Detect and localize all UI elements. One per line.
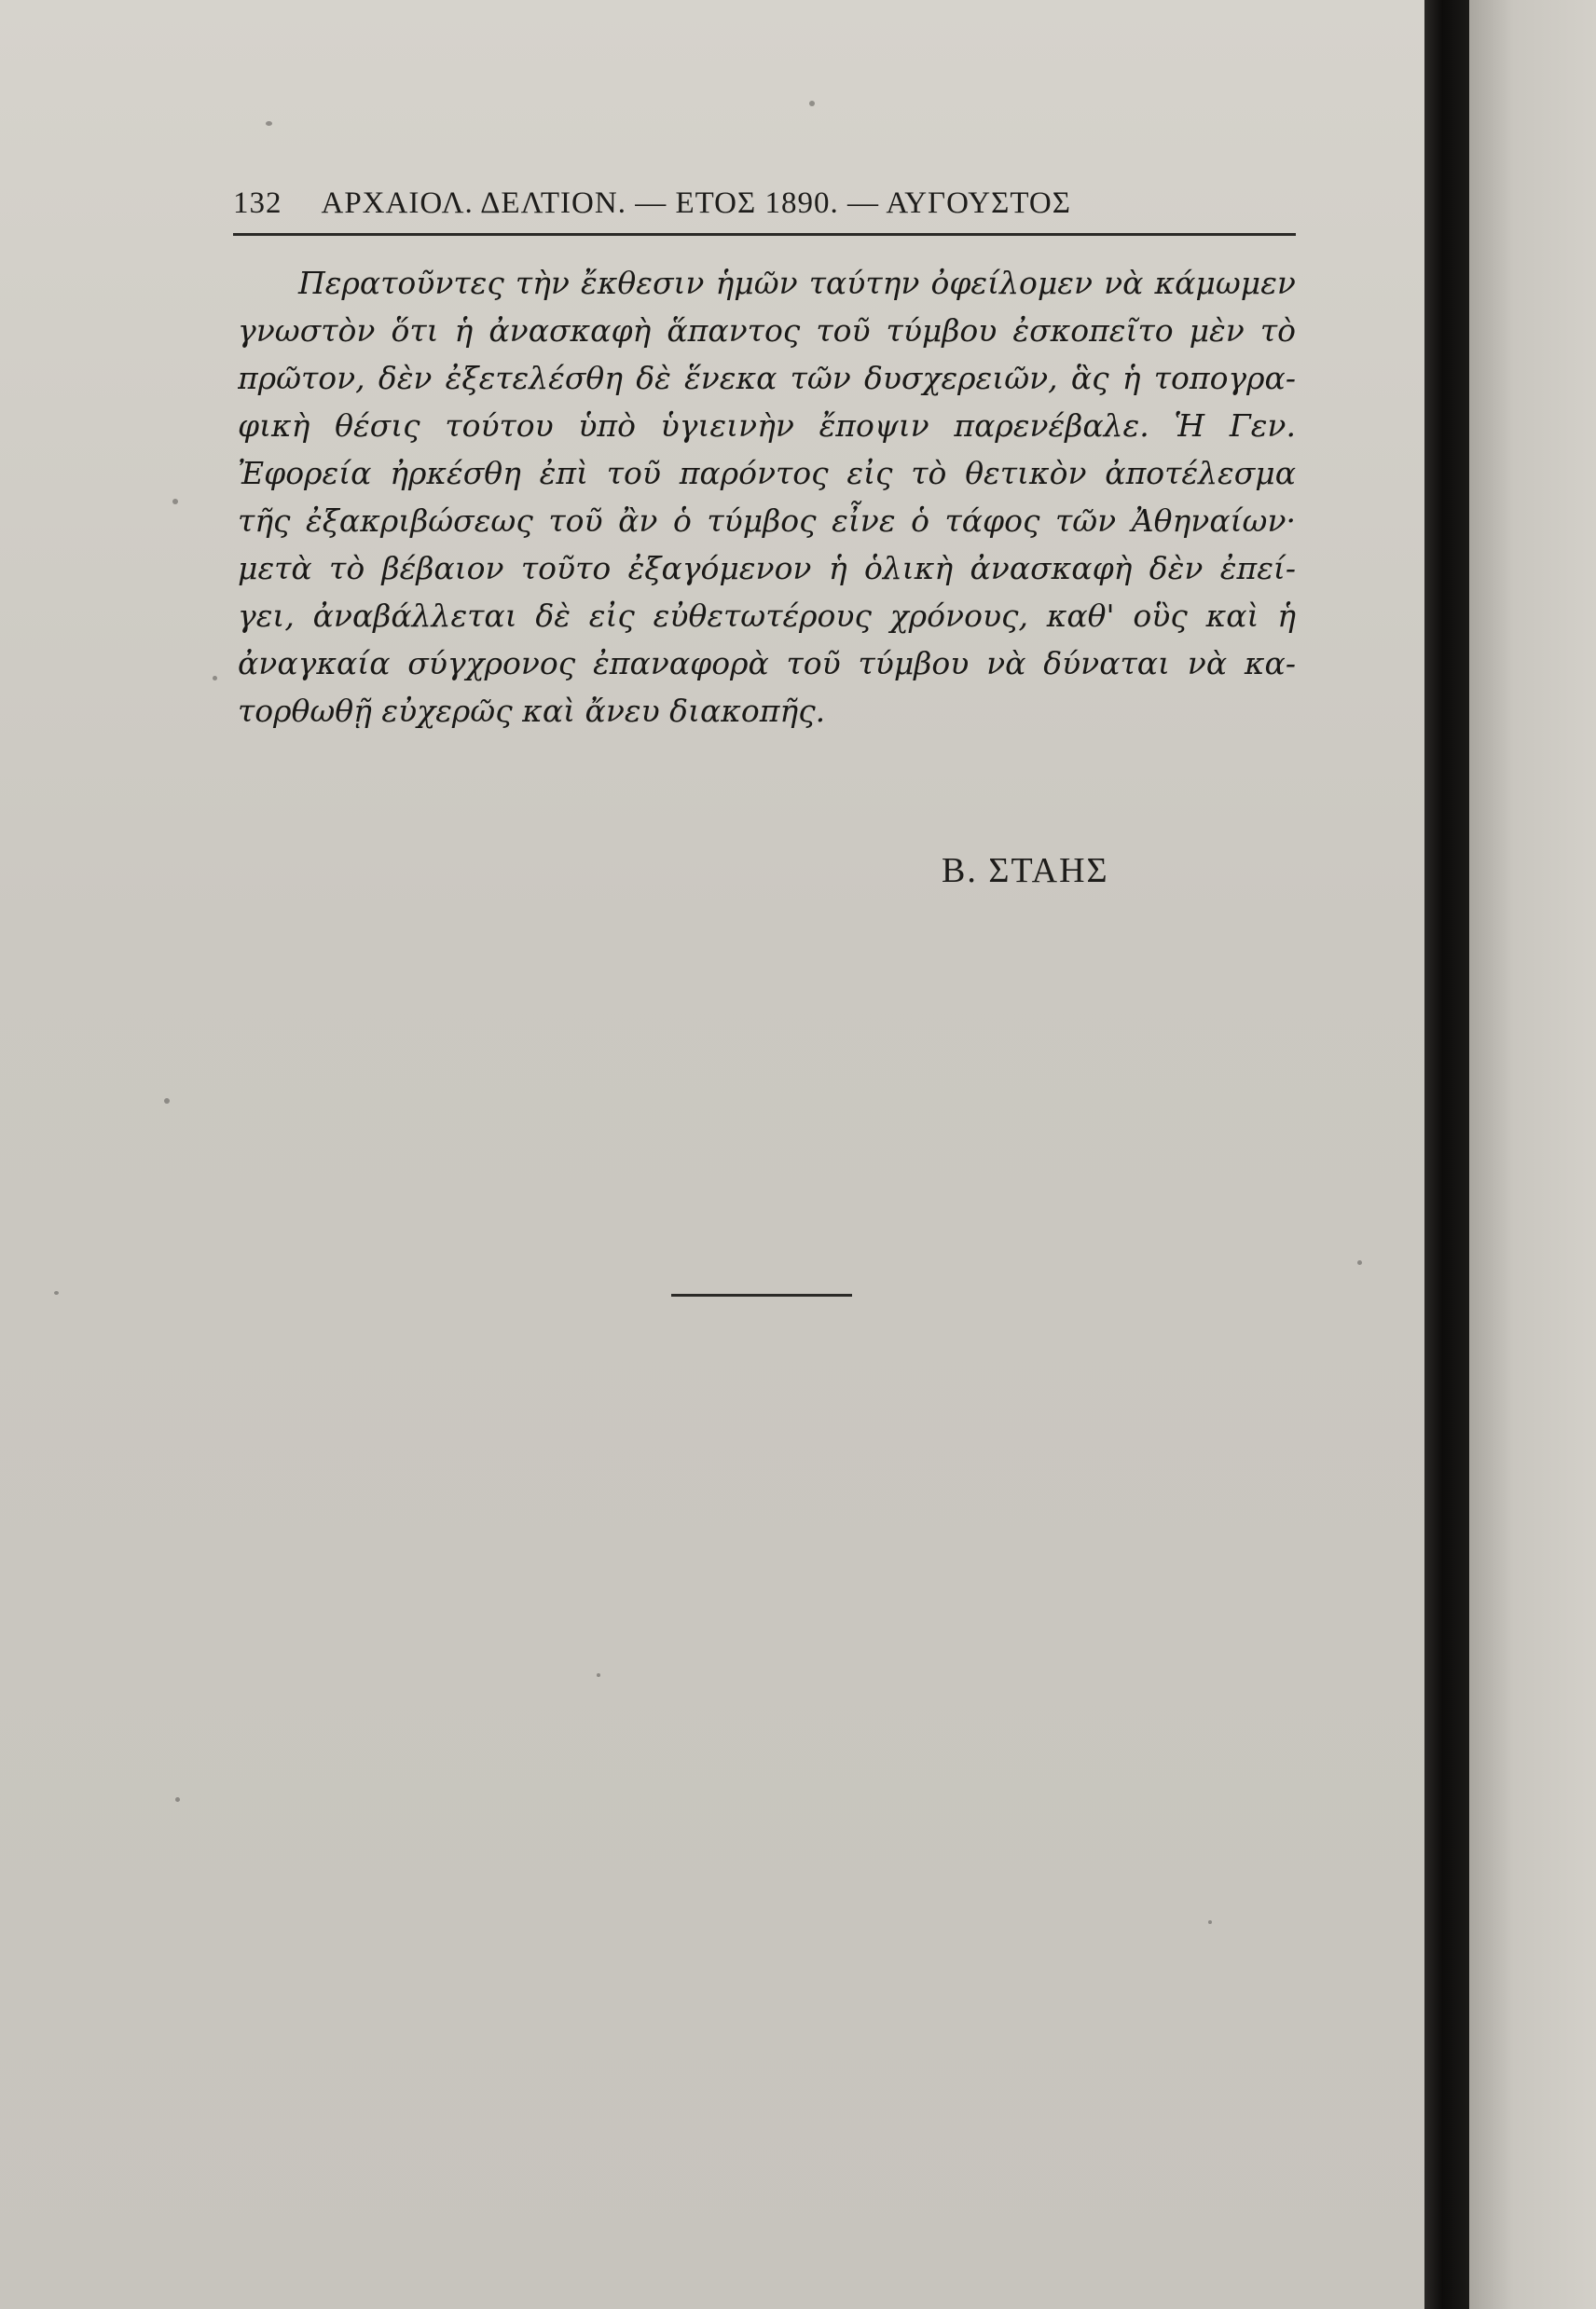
- paper-speck: [1208, 1920, 1212, 1924]
- end-rule: [671, 1294, 852, 1297]
- text-line: ἀναγκαία σύγχρονος ἐπαναφορὰ τοῦ τύμβου νὰ δύναται νὰ κα-: [238, 645, 1296, 681]
- paper-speck: [809, 101, 815, 106]
- running-header: [233, 186, 1296, 227]
- paper-speck: [266, 121, 272, 126]
- text-line: μετὰ τὸ βέβαιον τοῦτο ἐξαγόμενον ἡ ὁλικὴ ἀνασκαφὴ δὲν ἐπεί-: [238, 550, 1296, 586]
- paper-speck: [597, 1673, 600, 1677]
- paper-speck: [1357, 1260, 1362, 1265]
- text-line: Ἐφορεία ἠρκέσθη ἐπὶ τοῦ παρόντος εἰς τὸ θετικὸν ἀποτέλεσμα: [238, 455, 1296, 491]
- paper-speck: [172, 499, 178, 504]
- body-paragraph: [238, 259, 1296, 735]
- facing-page-edge: [1469, 0, 1596, 2309]
- text-line: γει, ἀναβάλλεται δὲ εἰς εὐθετωτέρους χρόνους, καθ' οὓς καὶ ἡ: [238, 598, 1296, 634]
- text-line: πρῶτον, δὲν ἐξετελέσθη δὲ ἕνεκα τῶν δυσχερειῶν, ἃς ἡ τοπογρα-: [238, 360, 1296, 396]
- text-line: φικὴ θέσις τούτου ὑπὸ ὑγιεινὴν ἔποψιν παρενέβαλε. Ἡ Γεν.: [238, 407, 1296, 444]
- text-line: γνωστὸν ὅτι ἡ ἀνασκαφὴ ἅπαντος τοῦ τύμβου ἐσκοπεῖτο μὲν τὸ: [238, 312, 1296, 349]
- text-line: τορθωθῇ εὐχερῶς καὶ ἄνευ διακοπῆς.: [238, 693, 826, 729]
- text-line: Περατοῦντες τὴν ἔκθεσιν ἡμῶν ταύτην ὀφείλομεν νὰ κάμωμεν: [298, 265, 1296, 301]
- text-line: τῆς ἐξακριβώσεως τοῦ ἂν ὁ τύμβος εἶνε ὁ τάφος τῶν Ἀθηναίων·: [238, 502, 1296, 539]
- author-signature: Β. ΣΤΑΗΣ: [942, 851, 1109, 890]
- paper-speck: [164, 1098, 170, 1104]
- paper-speck: [175, 1797, 180, 1802]
- running-title: ΑΡΧΑΙΟΛ. ΔΕΛΤΙΟΝ. — ΕΤΟΣ 1890. — ΑΥΓΟΥΣΤΟΣ: [321, 186, 1071, 220]
- paper-speck: [213, 676, 217, 680]
- paper-speck: [54, 1291, 59, 1295]
- header-rule: [233, 233, 1296, 236]
- book-spine-shadow: [1424, 0, 1469, 2309]
- page-number: 132: [233, 186, 282, 220]
